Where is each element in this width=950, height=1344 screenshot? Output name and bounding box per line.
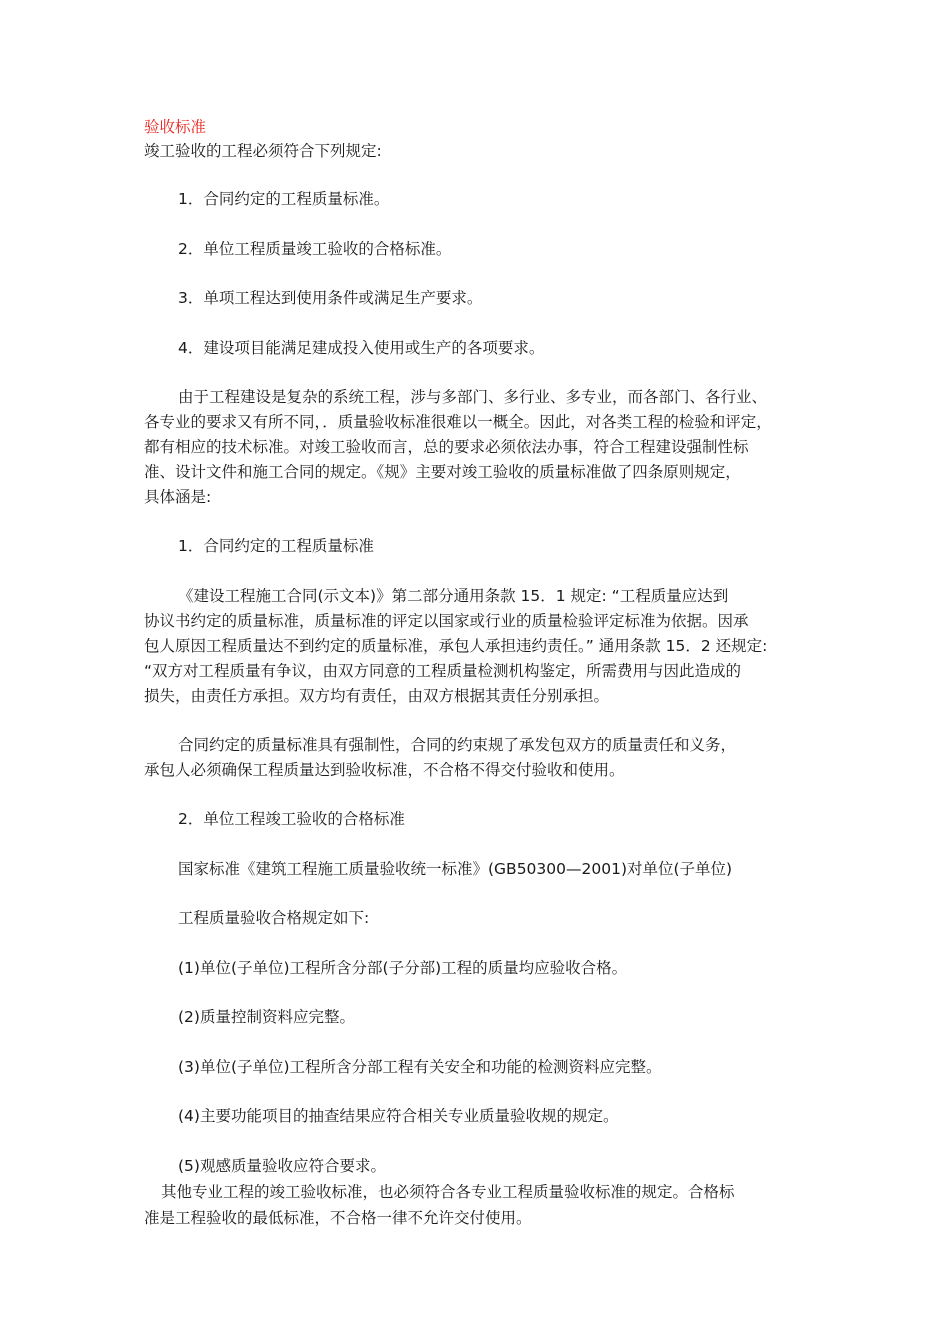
paragraph-2-line: 损失，由责任方承担。双方均有责任，由双方根据其责任分别承担。 — [144, 687, 610, 705]
paragraph-2-line: 协议书约定的质量标准，质量标准的评定以国家或行业的质量检验评定标准为依据。因承 — [144, 612, 749, 630]
requirement-3: 3．单项工程达到使用条件或满足生产要求。 — [178, 289, 483, 307]
criteria-item-4: (4)主要功能项目的抽查结果应符合相关专业质量验收规的规定。 — [178, 1107, 619, 1125]
standard-reference-line: 国家标准《建筑工程施工质量验收统一标准》(GB50300—2001)对单位(子单位) — [178, 860, 733, 878]
section-heading-2: 2．单位工程竣工验收的合格标准 — [178, 810, 405, 828]
paragraph-3-line: 承包人必须确保工程质量达到验收标准，不合格不得交付验收和使用。 — [144, 761, 625, 779]
section-heading-1: 1．合同约定的工程质量标准 — [178, 537, 374, 555]
paragraph-1-line: 具体涵是: — [144, 488, 212, 506]
requirement-1: 1．合同约定的工程质量标准。 — [178, 190, 390, 208]
document-title: 验收标准 — [144, 118, 207, 136]
standard-reference-line-2: 工程质量验收合格规定如下: — [178, 909, 370, 927]
criteria-item-2: (2)质量控制资料应完整。 — [178, 1008, 355, 1026]
criteria-item-3: (3)单位(子单位)工程所含分部工程有关安全和功能的检测资料应完整。 — [178, 1058, 662, 1076]
criteria-item-1: (1)单位(子单位)工程所含分部(子分部)工程的质量均应验收合格。 — [178, 959, 628, 977]
requirement-2: 2．单位工程质量竣工验收的合格标准。 — [178, 240, 452, 258]
paragraph-3-line: 合同约定的质量标准具有强制性，合同的约束规了承发包双方的质量责任和义务， — [178, 736, 737, 754]
criteria-item-5: (5)观感质量验收应符合要求。 — [178, 1157, 386, 1175]
paragraph-2-line: 《建设工程施工合同(示文本)》第二部分通用条款 15．1 规定: “工程质量应达到 — [178, 587, 729, 605]
paragraph-1-line: 准、设计文件和施工合同的规定。《规》主要对竣工验收的质量标准做了四条原则规定， — [144, 463, 741, 481]
paragraph-1-line: 由于工程建设是复杂的系统工程，涉与多部门、多行业、多专业，而各部门、各行业、 — [178, 388, 768, 406]
intro-line: 竣工验收的工程必须符合下列规定: — [144, 142, 382, 160]
closing-line: 准是工程验收的最低标准，不合格一律不允许交付使用。 — [144, 1209, 532, 1227]
paragraph-2-line: 包人原因工程质量达不到约定的质量标准，承包人承担违约责任。” 通用条款 15．2 还规定: — [144, 637, 768, 655]
closing-line: 其他专业工程的竣工验收标准，也必须符合各专业工程质量验收标准的规定。合格标 — [161, 1183, 735, 1201]
paragraph-2-line: “双方对工程质量有争议，由双方同意的工程质量检测机构鉴定，所需费用与因此造成的 — [144, 662, 742, 680]
paragraph-1-line: 都有相应的技术标准。对竣工验收而言，总的要求必须依法办事，符合工程建设强制性标 — [144, 438, 749, 456]
requirement-4: 4．建设项目能满足建成投入使用或生产的各项要求。 — [178, 339, 545, 357]
paragraph-1-line: 各专业的要求又有所不同，．质量验收标准很难以一概全。因此，对各类工程的检验和评定， — [144, 413, 772, 431]
